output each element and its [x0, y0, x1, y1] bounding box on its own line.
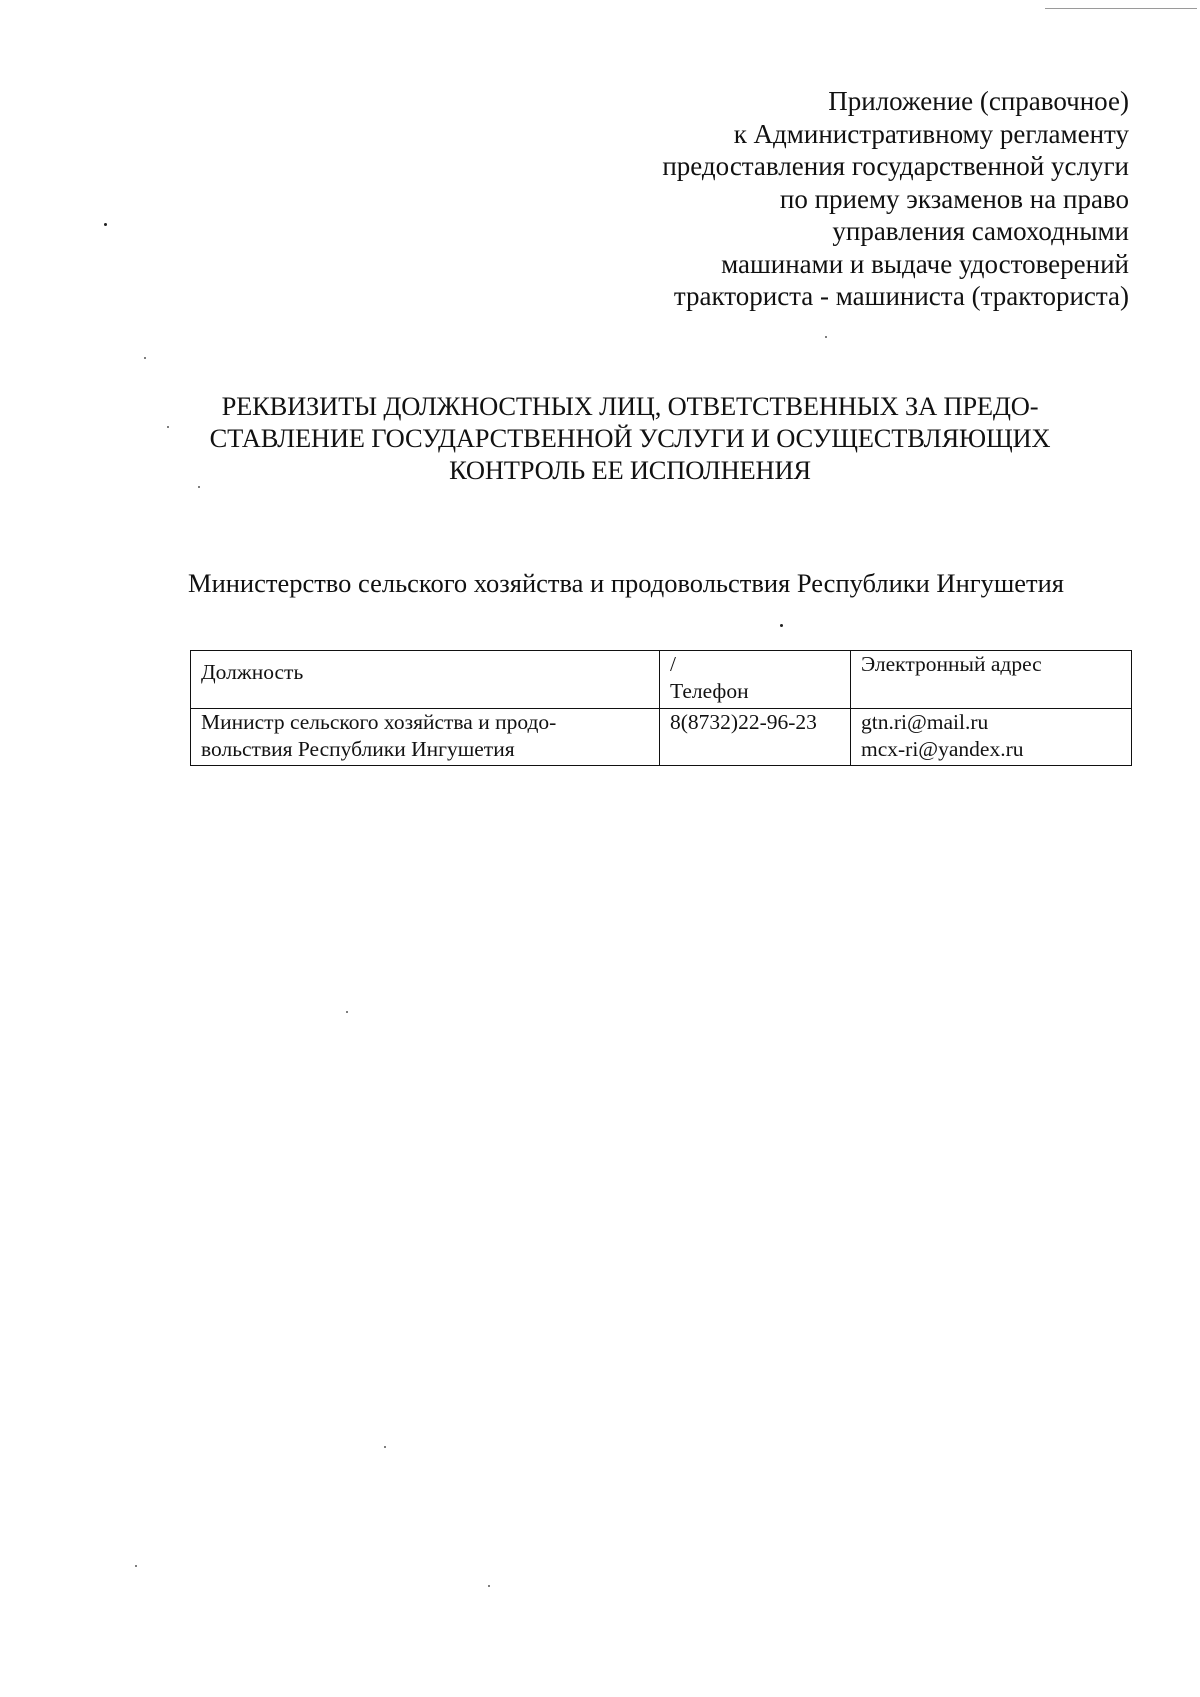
scan-speck	[780, 624, 783, 627]
title-line: КОНТРОЛЬ ЕЕ ИСПОЛНЕНИЯ	[449, 455, 811, 485]
position-line: вольствия Республики Ингушетия	[201, 737, 515, 761]
email-address: mcx-ri@yandex.ru	[861, 737, 1024, 761]
appendix-note	[569, 85, 1129, 313]
document-title	[150, 390, 1110, 486]
ministry-name: Министерство сельского хозяйства и продовольствия Республики Ингушетия	[188, 568, 1064, 598]
header-phone-label: Телефон	[670, 679, 749, 703]
header-email-label: Электронный адрес	[861, 652, 1042, 676]
scan-speck	[167, 426, 169, 428]
scan-speck	[346, 1011, 348, 1013]
cell-position	[191, 709, 660, 766]
scan-speck	[488, 1585, 490, 1587]
header-position-label: Должность	[201, 660, 304, 684]
position-line: Министр сельского хозяйства и продо-	[201, 710, 557, 734]
scan-speck	[144, 357, 146, 359]
scan-speck	[135, 1565, 137, 1567]
table-row	[191, 709, 1132, 766]
cell-phone	[660, 709, 851, 766]
appendix-line: по приему экзаменов на право	[779, 183, 1129, 214]
title-line: СТАВЛЕНИЕ ГОСУДАРСТВЕННОЙ УСЛУГИ И ОСУЩЕСТВЛЯЮЩИХ	[209, 423, 1051, 453]
scan-speck	[198, 486, 200, 488]
table-header-row	[191, 651, 1132, 709]
title-line: РЕКВИЗИТЫ ДОЛЖНОСТНЫХ ЛИЦ, ОТВЕТСТВЕННЫХ ЗА ПРЕДО-	[221, 391, 1039, 421]
scan-speck	[104, 223, 107, 226]
officials-table	[190, 650, 1132, 766]
header-phone	[660, 651, 851, 709]
appendix-line: машинами и выдаче удостоверений	[721, 248, 1129, 279]
scan-speck	[384, 1446, 386, 1448]
appendix-line: тракториста - машиниста (тракториста)	[673, 281, 1129, 311]
email-address: gtn.ri@mail.ru	[861, 710, 989, 734]
appendix-line: управления самоходными	[832, 216, 1129, 246]
scan-speck	[825, 336, 827, 338]
appendix-line: к Административному регламенту	[733, 118, 1129, 149]
header-phone-slash: /	[670, 652, 676, 676]
header-position	[191, 651, 660, 709]
appendix-line: Приложение (справочное)	[828, 86, 1129, 116]
header-email	[851, 651, 1132, 709]
appendix-line: предоставления государственной услуги	[662, 151, 1129, 181]
top-edge-rule	[1045, 8, 1197, 9]
phone-number: 8(8732)22-96-23	[670, 710, 817, 734]
cell-email	[851, 709, 1132, 766]
